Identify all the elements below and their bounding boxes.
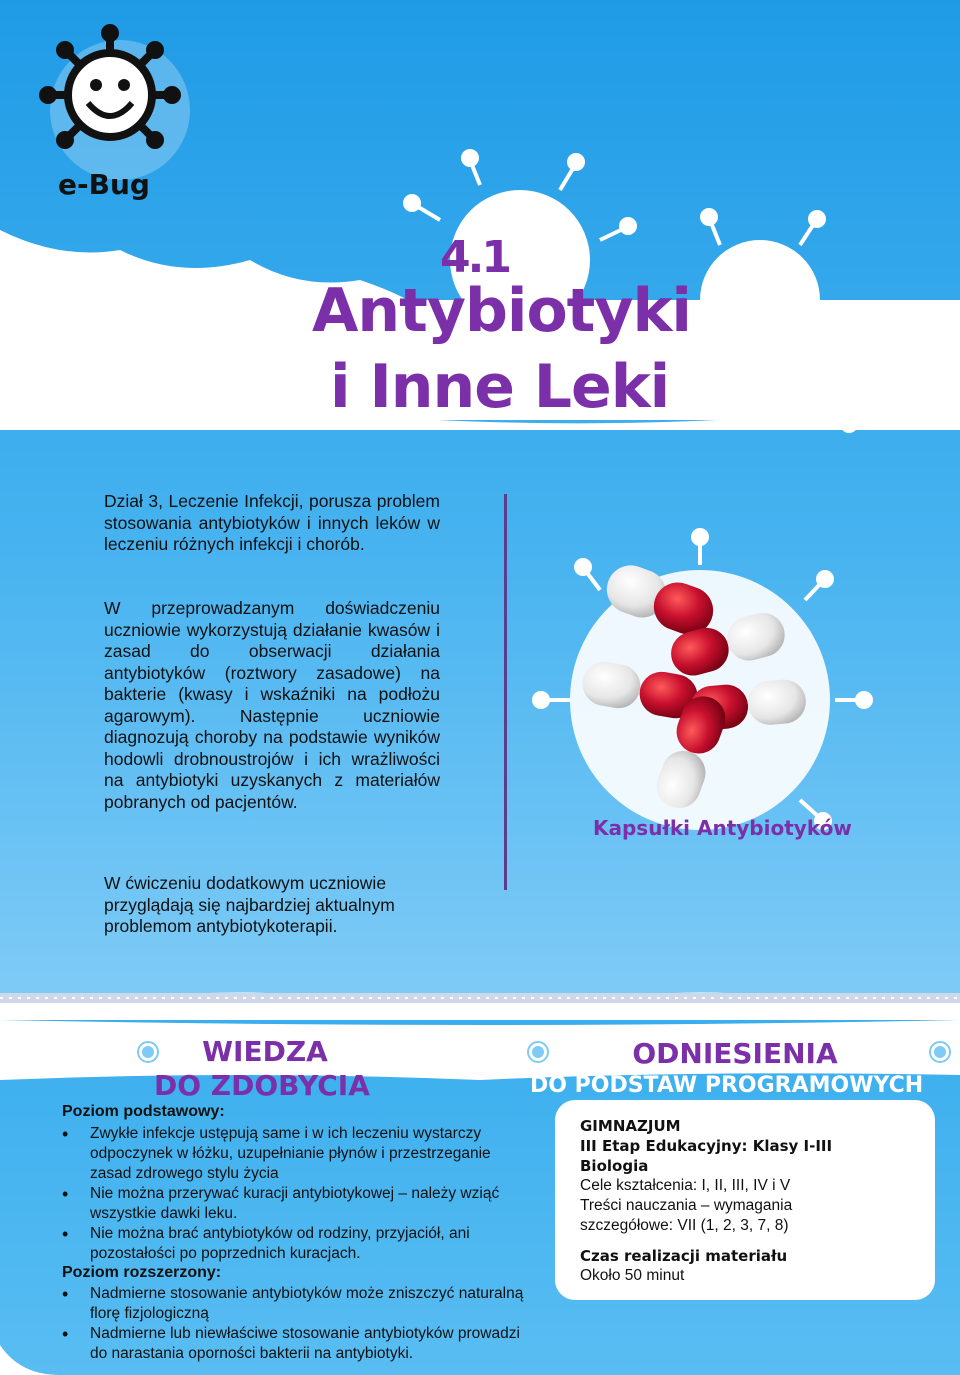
basic-level-list [62, 1124, 532, 1264]
curriculum-subheading: DO PODSTAW PROGRAMOWYCH [530, 1073, 924, 1098]
curriculum-details [580, 1116, 920, 1286]
content-requirements-2: szczegółowe: VII (1, 2, 3, 7, 8) [580, 1217, 789, 1234]
time-label: Czas realizacji materiału [580, 1247, 788, 1265]
basic-level-label: Poziom podstawowy: [62, 1103, 225, 1120]
extended-level-list [62, 1284, 532, 1364]
intro-paragraph-3: W ćwiczeniu dodatkowym uczniowie przyglądają się najbardziej aktualnym problemom antybiotykoterapii. [104, 873, 395, 936]
intro-paragraph-1: Dział 3, Leczenie Infekcji, porusza problem stosowania antybiotyków i innych leków w leczeniu różnych infekcji i chorób. [104, 491, 440, 554]
curriculum-heading: ODNIESIENIA [632, 1037, 838, 1070]
title-line-2: i Inne Leki [330, 352, 670, 422]
list-item: • Nie można przerywać kuracji antybiotykowej – należy wziąć wszystkie dawki leku. [62, 1184, 532, 1224]
list-item: • Zwykłe infekcje ustępują same i w ich leczeniu wystarczy odpoczynek w łóżku, uzupełnianie płynów i przestrzeganie zasad zdrowego stylu życia [62, 1124, 532, 1184]
knowledge-heading: WIEDZA [202, 1035, 328, 1068]
figure-caption: Kapsułki Antybiotyków [593, 816, 852, 840]
title-line-1: Antybiotyki [312, 276, 691, 346]
list-item: • Nie można brać antybiotyków od rodziny, przyjaciół, ani pozostałości po poprzednich kuracjach. [62, 1224, 532, 1264]
knowledge-subheading: DO ZDOBYCIA [154, 1069, 370, 1102]
education-goals: Cele kształcenia: I, II, III, IV i V [580, 1177, 791, 1194]
education-stage: III Etap Edukacyjny: Klasy I-III [580, 1137, 833, 1155]
list-item: • Nadmierne lub niewłaściwe stosowanie antybiotyków prowadzi do narastania oporności bakterii na antybiotyki. [62, 1324, 532, 1364]
extended-level-label: Poziom rozszerzony: [62, 1264, 222, 1281]
time-value: Około 50 minut [580, 1267, 685, 1284]
content-requirements-1: Treści nauczania – wymagania [580, 1197, 793, 1214]
intro-paragraph-2: W przeprowadzanym doświadczeniu uczniowie wykorzystują działanie kwasów i zasad do obserwacji działania antybiotyków (roztwory zasadowe) na bakterie (kwasy i wskaźniki na podłożu agarowym). Następnie uczniowie diagnozują choroby na podstawie wyników hodowli drobnoustrojów i ich wrażliwości na antybiotyki uzyskanych z materiałów pobranych od pacjentów. [104, 598, 440, 812]
subject: Biologia [580, 1157, 649, 1175]
module-number: 4.1 [440, 232, 509, 283]
list-item: • Nadmierne stosowanie antybiotyków może zniszczyć naturalną florę fizjologiczną [62, 1284, 532, 1324]
brand-name: e-Bug [58, 168, 150, 201]
vertical-divider [504, 494, 507, 890]
school-level: GIMNAZJUM [580, 1117, 681, 1135]
